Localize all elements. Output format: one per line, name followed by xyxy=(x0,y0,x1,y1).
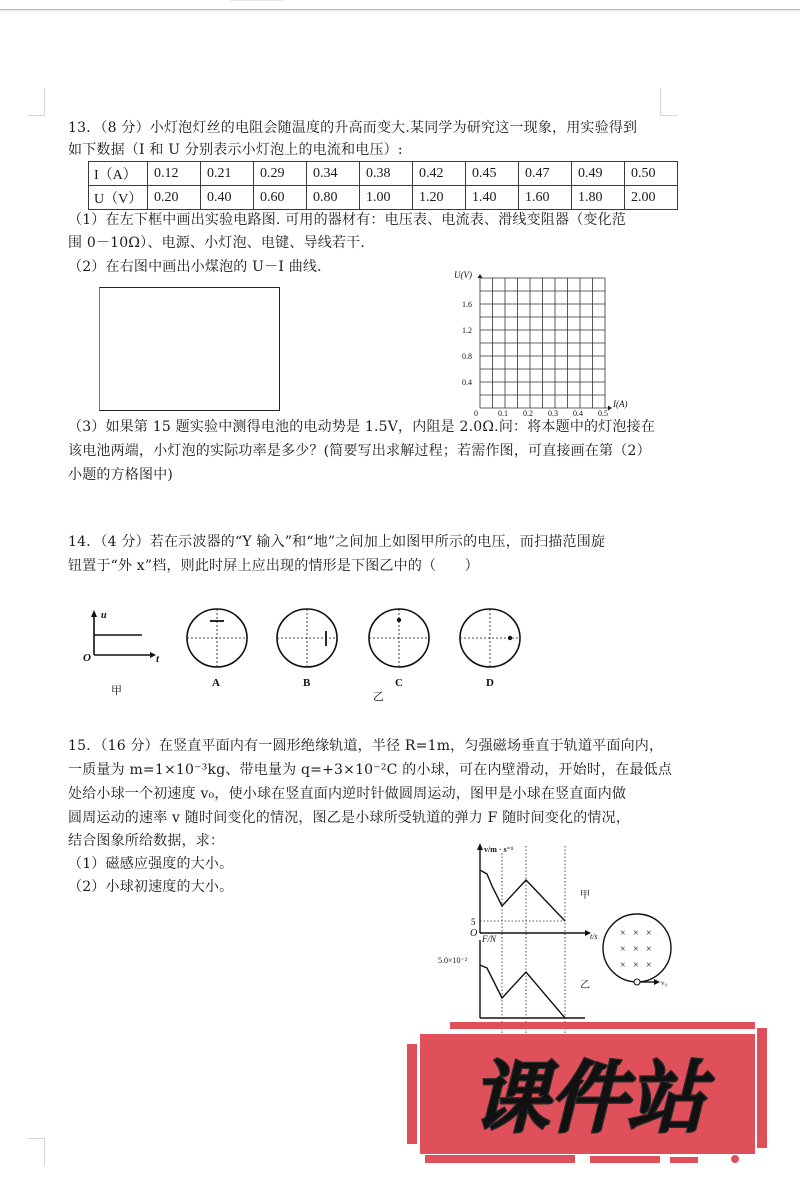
table-cell: 2.00 xyxy=(625,186,678,210)
F-axis-label: F/N xyxy=(482,934,497,944)
option-a-screen xyxy=(187,609,247,689)
u-i-grid-graph xyxy=(440,268,640,418)
q15-stem-line-2: 一质量为 m=1×10⁻³kg、带电量为 q=+3×10⁻²C 的小球，可在内壁滑动，开始时，在最低点 xyxy=(68,762,673,778)
table-cell: 0.29 xyxy=(254,162,307,186)
option-c-label: C xyxy=(395,677,403,689)
watermark-stamp xyxy=(405,1012,775,1172)
graph-jia-caption: 甲 xyxy=(580,890,590,901)
option-b-label: B xyxy=(303,677,311,689)
svg-text:×: × xyxy=(620,960,626,971)
q13-data-table xyxy=(88,161,678,210)
circular-track-diagram xyxy=(603,914,671,987)
table-cell: 0.42 xyxy=(413,162,466,186)
graph-yi-caption: 乙 xyxy=(580,980,590,991)
fig-yi-caption: 乙 xyxy=(373,691,384,703)
v-min-label: 5 xyxy=(471,917,476,927)
q13-part1-line-1: （1）在左下框中画出实验电路图. 可用的器材有：电压表、电流表、滑线变阻器（变化范 xyxy=(68,212,627,228)
q13-part1-line-2: 围 0－10Ω）、电源、小灯泡、电键、导线若干. xyxy=(68,235,366,251)
table-cell: 1.00 xyxy=(360,186,413,210)
table-cell: 0.12 xyxy=(148,162,201,186)
t-axis-label: t/s xyxy=(590,932,598,941)
y-axis-label: U(V) xyxy=(454,270,472,280)
origin-label: O xyxy=(470,928,478,939)
svg-text:×: × xyxy=(620,928,626,939)
y-tick: 1.6 xyxy=(462,300,472,309)
option-a-label: A xyxy=(212,677,220,689)
table-cell: 0.20 xyxy=(148,186,201,210)
q15-stem-line-5: 结合图象所给数据，求： xyxy=(68,833,225,849)
x-tick: 0.4 xyxy=(573,409,583,418)
table-cell: 0.49 xyxy=(572,162,625,186)
q15-stem-line-1: 15．（16 分）在竖直平面内有一圆形绝缘轨道，半径 R=1m，匀强磁场垂直于轨道平面向内， xyxy=(68,738,664,754)
u-axis-label: u xyxy=(101,610,107,621)
table-cell: 1.20 xyxy=(413,186,466,210)
table-cell: 1.40 xyxy=(466,186,519,210)
t-axis-label: t xyxy=(156,653,160,665)
x-tick: 0.3 xyxy=(548,409,558,418)
q15-ask-1: （1）磁感应强度的大小。 xyxy=(68,856,234,872)
option-d-screen xyxy=(460,609,520,689)
q13-part2: （2）在右图中画出小煤泡的 U－I 曲线. xyxy=(68,259,322,275)
q15-stem-line-4: 圆周运动的速率 v 随时间变化的情况，图乙是小球所受轨道的弹力 F 随时间变化的情况， xyxy=(68,810,631,826)
table-cell: 1.80 xyxy=(572,186,625,210)
circuit-drawing-box xyxy=(99,287,280,411)
table-cell: 0.80 xyxy=(307,186,360,210)
svg-text:×: × xyxy=(646,928,652,939)
q13-part3-line-1: （3）如果第 15 题实验中测得电池的电动势是 1.5V，内阻是 2.0Ω.问：将本题中的灯泡接在 xyxy=(68,419,656,435)
svg-text:×: × xyxy=(633,960,639,971)
q14-oscilloscope-figures xyxy=(70,600,530,710)
page-corner-mark-top-right xyxy=(660,88,678,116)
q13-part3-line-3: 小题的方格图中) xyxy=(68,467,174,483)
table-cell: 0.40 xyxy=(201,186,254,210)
table-row-current xyxy=(89,162,678,186)
origin-label: 0 xyxy=(474,409,478,418)
row-header-voltage: U（V） xyxy=(89,186,148,210)
row-header-current: I（A） xyxy=(89,162,148,186)
v0-label: v₀ xyxy=(661,979,667,987)
table-cell: 0.47 xyxy=(519,162,572,186)
table-cell: 1.60 xyxy=(519,186,572,210)
svg-text:×: × xyxy=(646,944,652,955)
option-c-screen xyxy=(369,609,429,689)
table-cell: 0.50 xyxy=(625,162,678,186)
viewer-tab-indicator xyxy=(230,0,283,1)
svg-text:×: × xyxy=(633,928,639,939)
option-d-label: D xyxy=(486,677,494,689)
viewer-top-bar xyxy=(0,0,800,10)
svg-text:×: × xyxy=(620,944,626,955)
x-tick: 0.5 xyxy=(598,409,608,418)
x-axis-label: I(A) xyxy=(613,399,628,409)
q13-part3-line-2: 该电池两端，小灯泡的实际功率是多少？(简要写出求解过程；若需作图，可直接画在第（2） xyxy=(68,443,651,459)
watermark-text: 课件站 xyxy=(470,1055,706,1142)
table-cell: 0.45 xyxy=(466,162,519,186)
v-axis-label: v/m · s⁻¹ xyxy=(484,845,514,854)
q14-stem-line-2: 钮置于“外 x”档，则此时屏上应出现的情形是下图乙中的（ ） xyxy=(68,558,479,574)
table-cell: 0.60 xyxy=(254,186,307,210)
table-row-voltage xyxy=(89,186,678,210)
q15-ask-2: （2）小球初速度的大小。 xyxy=(68,879,234,895)
y-tick: 1.2 xyxy=(462,326,472,335)
svg-text:×: × xyxy=(633,944,639,955)
q14-stem-line-1: 14．（4 分）若在示波器的“Y 输入”和“地”之间加上如图甲所示的电压，而扫描范围旋 xyxy=(68,534,606,550)
svg-text:×: × xyxy=(646,960,652,971)
q15-stem-line-3: 处给小球一个初速度 v₀，使小球在竖直面内逆时针做圆周运动，图甲是小球在竖直面内做 xyxy=(68,786,627,802)
page-corner-mark-bottom-left xyxy=(27,1138,45,1166)
table-cell: 0.38 xyxy=(360,162,413,186)
fig-jia-caption: 甲 xyxy=(111,685,122,697)
y-tick: 0.8 xyxy=(462,352,472,361)
F-max-label: 5.0×10⁻² xyxy=(438,956,468,965)
table-cell: 0.21 xyxy=(201,162,254,186)
x-tick: 0.2 xyxy=(523,409,533,418)
table-cell: 0.34 xyxy=(307,162,360,186)
q13-stem-line-2: 如下数据（I 和 U 分别表示小灯泡上的电流和电压）: xyxy=(68,142,403,158)
y-tick: 0.4 xyxy=(462,378,472,387)
origin-label: O xyxy=(83,652,91,664)
page-corner-mark-top-left xyxy=(27,88,45,116)
x-tick: 0.1 xyxy=(498,409,508,418)
option-b-screen xyxy=(277,609,337,689)
q15-v-t-and-F-t-graphs xyxy=(430,838,700,1038)
q13-stem-line-1: 13．（8 分）小灯泡灯丝的电阻会随温度的升高而变大.某同学为研究这一现象，用实验得到 xyxy=(68,120,638,136)
